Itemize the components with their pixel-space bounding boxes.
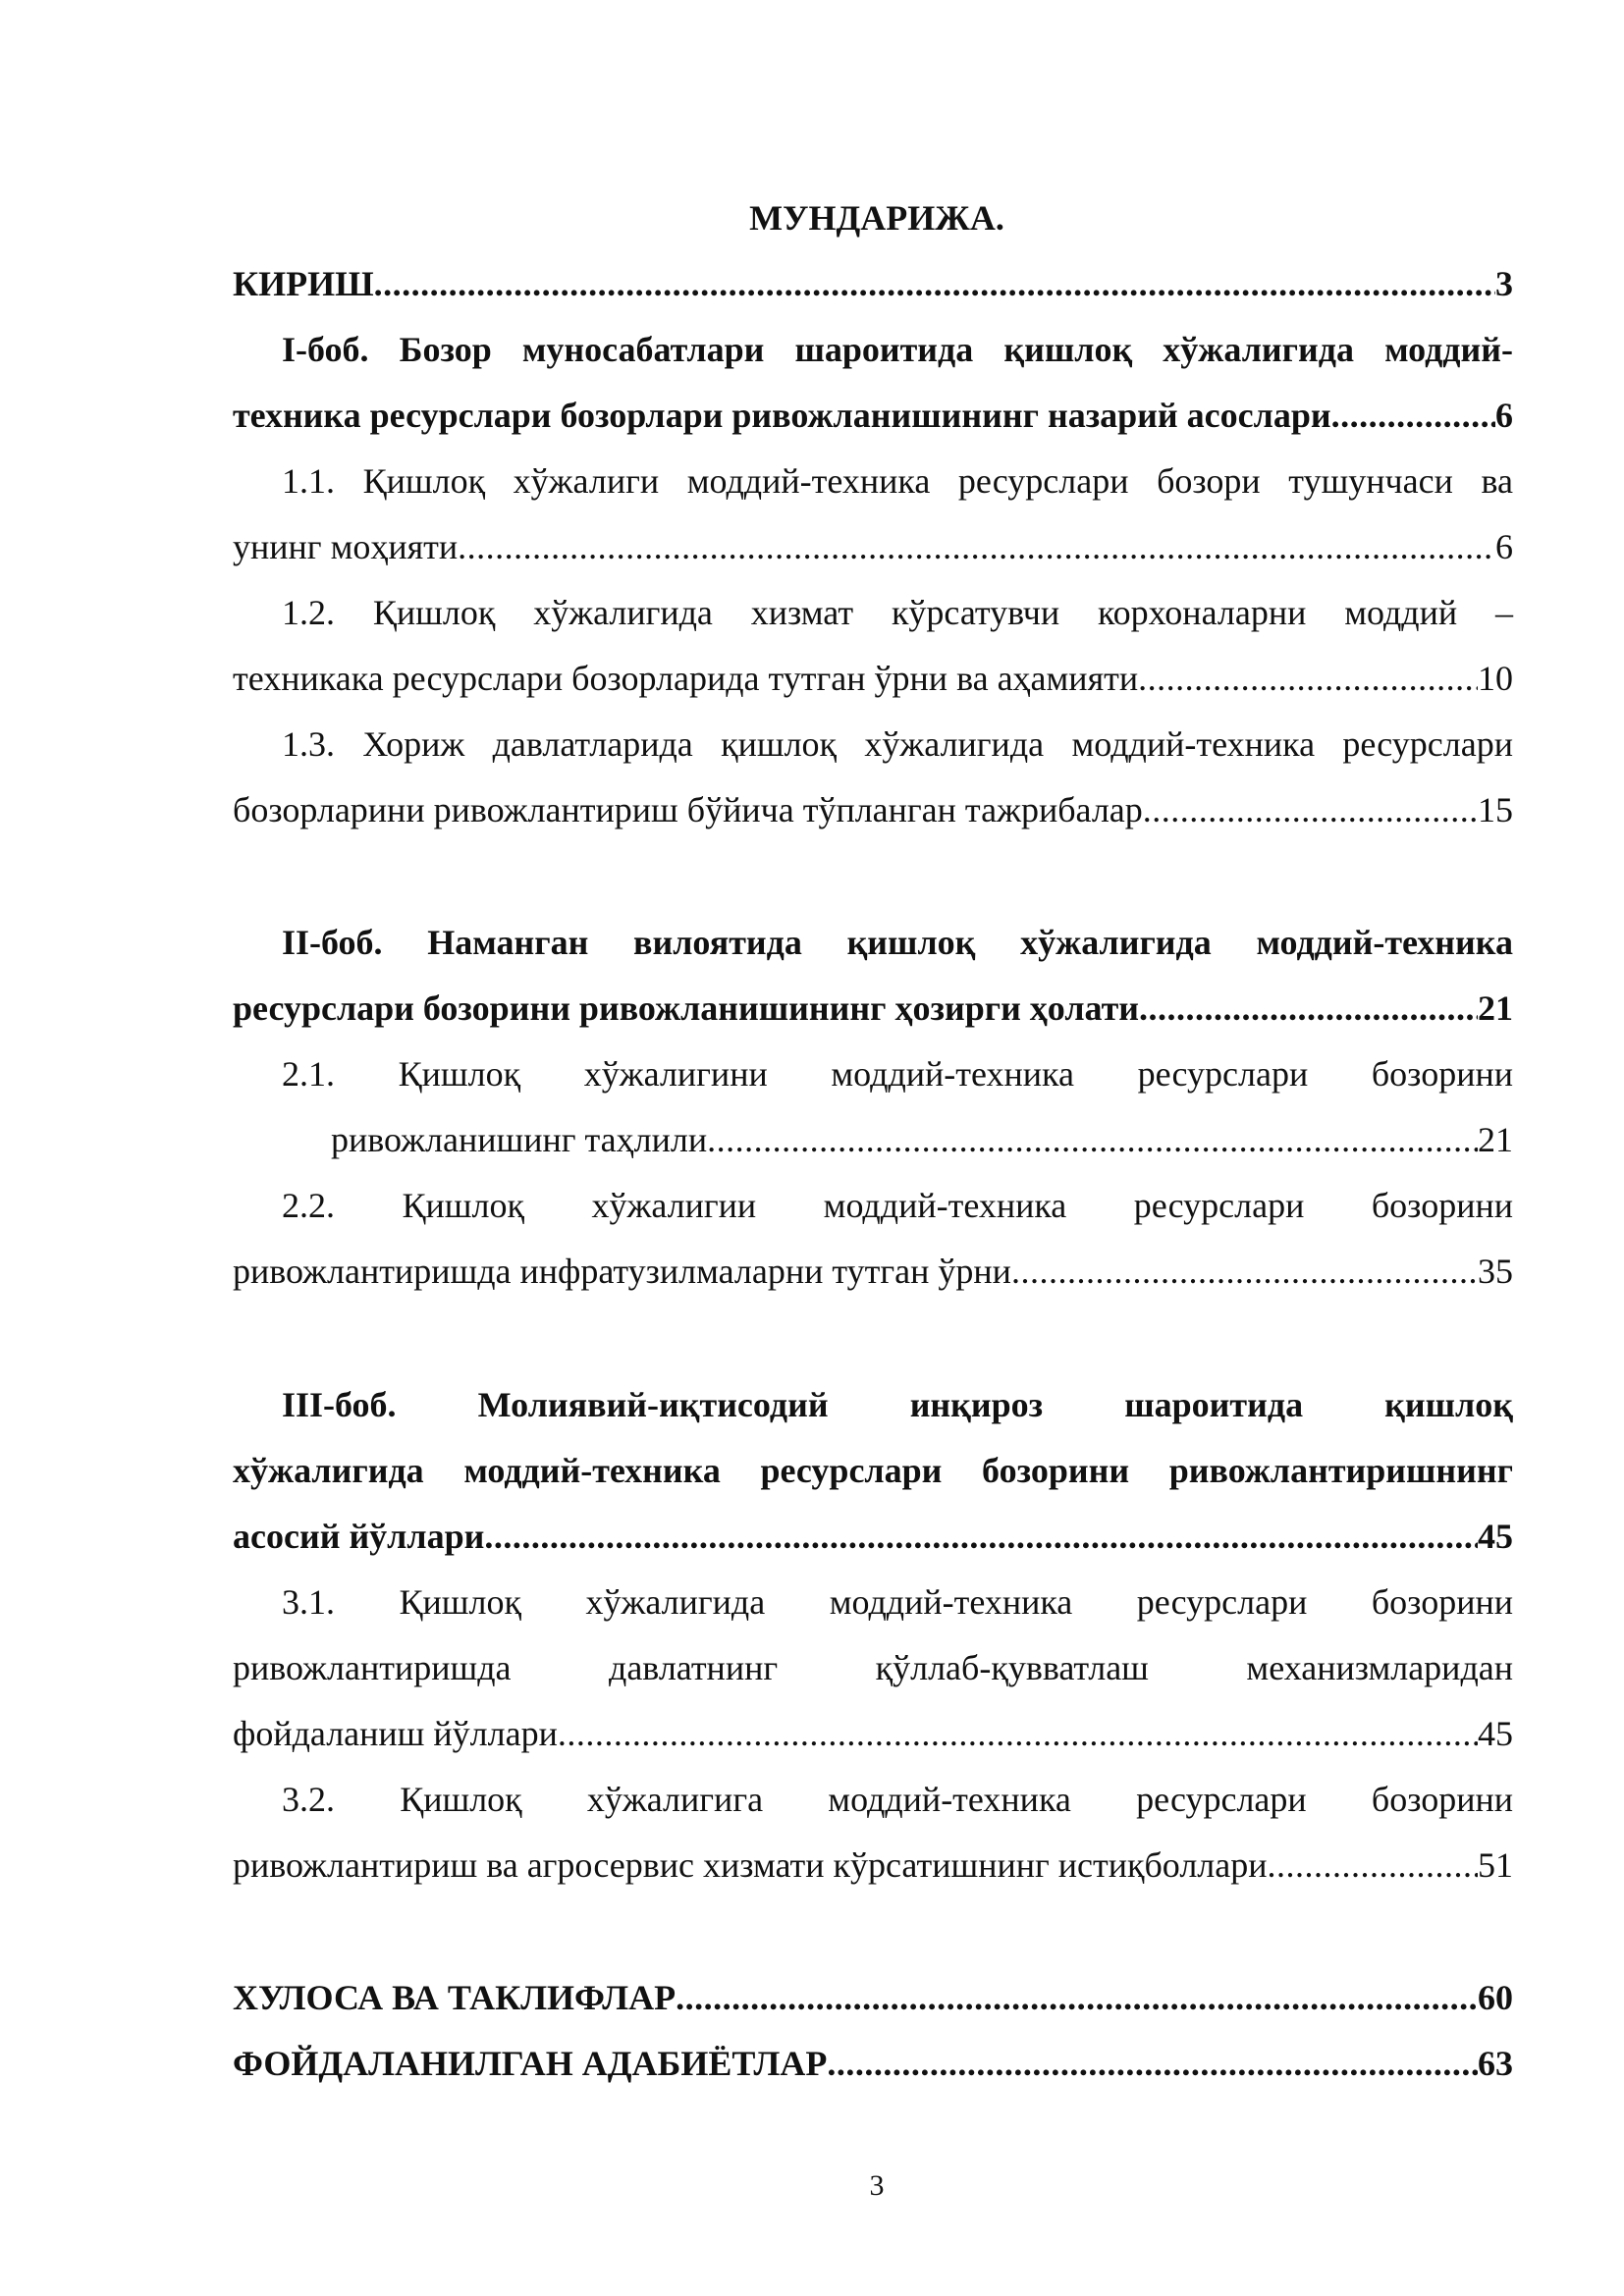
leader-dots: [558, 1701, 1478, 1767]
toc-entry-text: 1.2. Қишлоқ хўжалигида хизмат кўрсатувчи корхоналарни моддий –: [282, 593, 1513, 632]
toc-entry-section-1-1: [233, 449, 1513, 580]
toc-page-number: 35: [1478, 1252, 1513, 1291]
page-title: МУНДАРИЖА.: [749, 198, 1004, 238]
toc-entry-text: бозорларини ривожлантириш бўйича тўпланган тажрибалар: [233, 790, 1143, 829]
toc-page-number: 21: [1478, 1120, 1513, 1159]
leader-dots: [484, 1504, 1478, 1570]
leader-dots: [827, 2031, 1478, 2097]
toc-entry-chapter-3: [233, 1372, 1513, 1570]
toc-page-number: 3: [1495, 264, 1513, 303]
toc-entry-text: ресурслари бозорини ривожланишининг ҳозирги ҳолати: [233, 988, 1140, 1028]
toc-entry-text: 3.1. Қишлоқ хўжалигида моддий-техника ресурслари бозорини: [282, 1582, 1513, 1622]
toc-page-number: 51: [1478, 1845, 1513, 1885]
toc-page-number: 60: [1478, 1978, 1513, 2017]
toc-entry-section-1-3: [233, 712, 1513, 843]
leader-dots: [1331, 383, 1495, 449]
toc-entry-text: асосий йўллари: [233, 1517, 485, 1556]
toc-entry-text: ФОЙДАЛАНИЛГАН АДАБИЁТЛАР: [233, 2044, 828, 2083]
toc-entry-text: унинг моҳияти: [233, 527, 459, 566]
toc-page-number: 45: [1478, 1517, 1513, 1556]
toc-page-number: 6: [1495, 396, 1513, 435]
toc-entry-text: 2.1. Қишлоқ хўжалигини моддий-техника ресурслари бозорини: [282, 1054, 1513, 1094]
toc-entry-text: техникака ресурслари бозорларида тутган ўрни ва аҳамияти: [233, 659, 1139, 698]
toc-page-number: 45: [1478, 1714, 1513, 1753]
toc-entry-section-3-2: [233, 1767, 1513, 1898]
toc-entry-text: ХУЛОСА ВА ТАКЛИФЛАР: [233, 1978, 677, 2017]
toc-entry-section-1-2: [233, 580, 1513, 712]
toc-entry-intro: [233, 251, 1513, 317]
leader-dots: [1011, 1239, 1478, 1305]
page-number: 3: [869, 2169, 885, 2202]
toc-entry-text: ривожлантиришда давлатнинг қўллаб-қувватлаш механизмларидан: [233, 1648, 1513, 1687]
toc-entry-section-2-1: [233, 1041, 1513, 1173]
toc-entry-text: фойдаланиш йўллари: [233, 1714, 558, 1753]
toc-entry-text: II-боб. Наманган вилоятида қишлоқ хўжалигида моддий-техника: [282, 923, 1513, 962]
toc-entry-chapter-2: [233, 910, 1513, 1041]
toc-page-number: 10: [1478, 659, 1513, 698]
toc-entry-section-3-1: [233, 1570, 1513, 1767]
toc-entry-text: хўжалигида моддий-техника ресурслари бозорини ривожлантиришнинг: [233, 1451, 1513, 1490]
toc-entry-references: [233, 2031, 1513, 2097]
toc-page-number: 63: [1478, 2044, 1513, 2083]
leader-dots: [676, 1965, 1478, 2031]
leader-dots: [1143, 777, 1478, 843]
toc-entry-text: 3.2. Қишлоқ хўжалигига моддий-техника ресурслари бозорини: [282, 1780, 1513, 1819]
toc-page-number: 21: [1478, 988, 1513, 1028]
toc-page-number: 6: [1495, 527, 1513, 566]
leader-dots: [374, 251, 1495, 317]
leader-dots: [1138, 646, 1478, 712]
toc-entry-text: 2.2. Қишлоқ хўжалигии моддий-техника ресурслари бозорини: [282, 1186, 1513, 1225]
toc-entry-section-2-2: [233, 1173, 1513, 1305]
toc-entry-conclusion: [233, 1965, 1513, 2031]
toc-entry-text: I-боб. Бозор муносабатлари шароитида қишлоқ хўжалигида моддий-: [282, 330, 1513, 369]
toc-page-number: 15: [1478, 790, 1513, 829]
toc-entry-chapter-1: [233, 317, 1513, 449]
leader-dots: [707, 1107, 1478, 1173]
toc-entry-text: ривожланишинг таҳлили: [331, 1120, 708, 1159]
toc-entry-text: 1.1. Қишлоқ хўжалиги моддий-техника ресурслари бозори тушунчаси ва: [282, 461, 1513, 501]
leader-dots: [1268, 1833, 1478, 1898]
leader-dots: [1139, 976, 1478, 1041]
toc-entry-text: III-боб. Молиявий-иқтисодий инқироз шароитида қишлоқ: [282, 1385, 1513, 1424]
toc-entry-text: техника ресурслари бозорлари ривожланишининг назарий асослари: [233, 396, 1331, 435]
toc-entry-text: 1.3. Хориж давлатларида қишлоқ хўжалигида моддий-техника ресурслари: [282, 724, 1513, 764]
toc-entry-text: КИРИШ: [233, 264, 374, 303]
toc-entry-text: ривожлантириш ва агросервис хизмати кўрсатишнинг истиқболлари: [233, 1845, 1268, 1885]
leader-dots: [458, 514, 1495, 580]
toc-entry-text: ривожлантиришда инфратузилмаларни тутган ўрни: [233, 1252, 1011, 1291]
